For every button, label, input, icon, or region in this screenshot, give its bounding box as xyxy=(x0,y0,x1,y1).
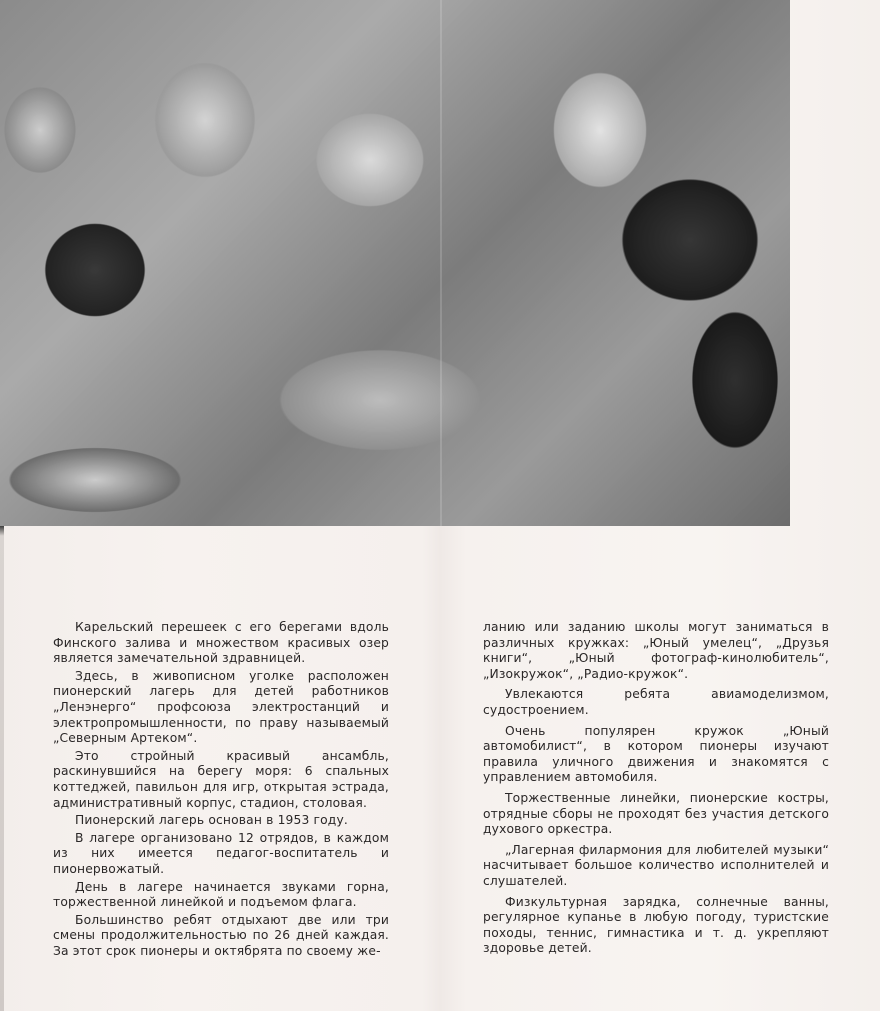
paragraph: День в лагере начинается звуками горна, торжественной линейкой и подъемом флага. xyxy=(53,879,389,910)
paragraph: Карельский перешеек с его берегами вдоль Финского залива и множеством красивых озер является замечательной здравницей. xyxy=(53,620,389,666)
paragraph: Увлекаются ребята авиамоделизмом, судостроением. xyxy=(483,687,829,717)
paragraph: Физкультурная зарядка, солнечные ванны, регулярное купанье в любую погоду, туристские походы, теннис, гимнастика и т. д. укрепляют здоровье детей. xyxy=(483,894,829,956)
paragraph: Пионерский лагерь основан в 1953 году. xyxy=(75,813,348,828)
paragraph-continued: ланию или заданию школы могут заниматься в различных кружках: „Юный умелец“, „Друзья книги“, „Юный фотограф-кинолюбитель“, „Изокружок“, „Радио-кружок“. xyxy=(483,620,829,681)
paragraph: Здесь, в живописном уголке расположен пионерский лагерь для детей работников „Ленэнерго“ профсоюза электростанций и электропромышленности, по праву называемый „Северным Артеком“. xyxy=(53,668,389,746)
paragraph: Торжественные линейки, пионерские костры, отрядные сборы не проходят без участия детского духового оркестра. xyxy=(483,790,829,837)
paragraph: В лагере организовано 12 отрядов, в каждом из них имеется педагог-воспитатель и пионервожатый. xyxy=(53,830,389,876)
paragraph: Большинство ребят отдыхают две или три смены продолжительностью по 26 дней каждая. За этот срок пионеры и октябрята по своему же- xyxy=(53,912,389,958)
paragraph: „Лагерная филармония для любителей музыки“ насчитывает большое количество исполнителей и слушателей. xyxy=(483,842,829,888)
page-fold-line xyxy=(440,0,442,526)
text-column-left xyxy=(53,620,389,961)
paragraph: Это стройный красивый ансамбль, раскинувшийся на берегу моря: 6 спальных коттеджей, павильон для игр, открытая эстрада, административный корпус, стадион, столовая. xyxy=(53,748,389,810)
text-column-right xyxy=(483,620,829,962)
paragraph: Очень популярен кружок „Юный автомобилист“, в котором пионеры изучают правила уличного движения и знакомятся с управлением автомобиля. xyxy=(483,723,829,785)
photo-boys-on-beach xyxy=(0,0,790,526)
